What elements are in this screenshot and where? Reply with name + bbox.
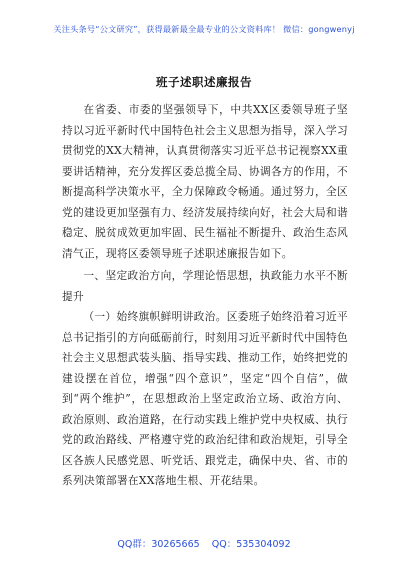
intro-paragraph: 在省委、市委的坚强领导下，中共XX区委领导班子坚持以习近平新时代中国特色社会主义思想为指导，深入学习贯彻党的XX大精神，认真贯彻落实习近平总书记视察XX重要讲话精神，充分发挥区委总揽全局、协调各方的作用，不断提高科学决策水平，全力保障政令畅通。通过努力，全区党的建设更加坚强有力、经济发展持续向好，社会大局和谐稳定、脱贫成效更加牢固、民生福祉不断提升、政治生态风清气正，现将区委领导班子述职述廉报告如下。	[62, 103, 348, 260]
section-heading: 一、坚定政治方向，学理论悟思想，执政能力水平不断提升	[62, 269, 348, 303]
subsection-paragraph: （一）始终旗帜鲜明讲政治。区委班子始终沿着习近平总书记指引的方向砥砺前行，时刻用习近平新时代中国特色社会主义思想武装头脑、指导实践、推动工作，始终把党的建设摆在首位，增强“四个意识”，坚定“四个自信”，做到“两个维护”，在思想政治上坚定政治立场、政治方向、政治原则、政治道路，在行动实践上维护党中央权威、执行党的政治路线、严格遵守党的政治纪律和政治规矩，引导全区各族人民感党恩、听党话、跟党走，确保中央、省、市的系列决策部署在XX落地生根、开花结果。	[62, 310, 348, 487]
header-promo-note: 关注头条号“公文研究”，获得最新最全最专业的公文资料库！ 微信：gongwenyj	[53, 24, 355, 34]
footer-contact: QQ群：30265665 QQ：535304092	[117, 539, 291, 550]
page-title: 班子述职述廉报告	[156, 75, 252, 89]
document-body	[62, 100, 348, 492]
